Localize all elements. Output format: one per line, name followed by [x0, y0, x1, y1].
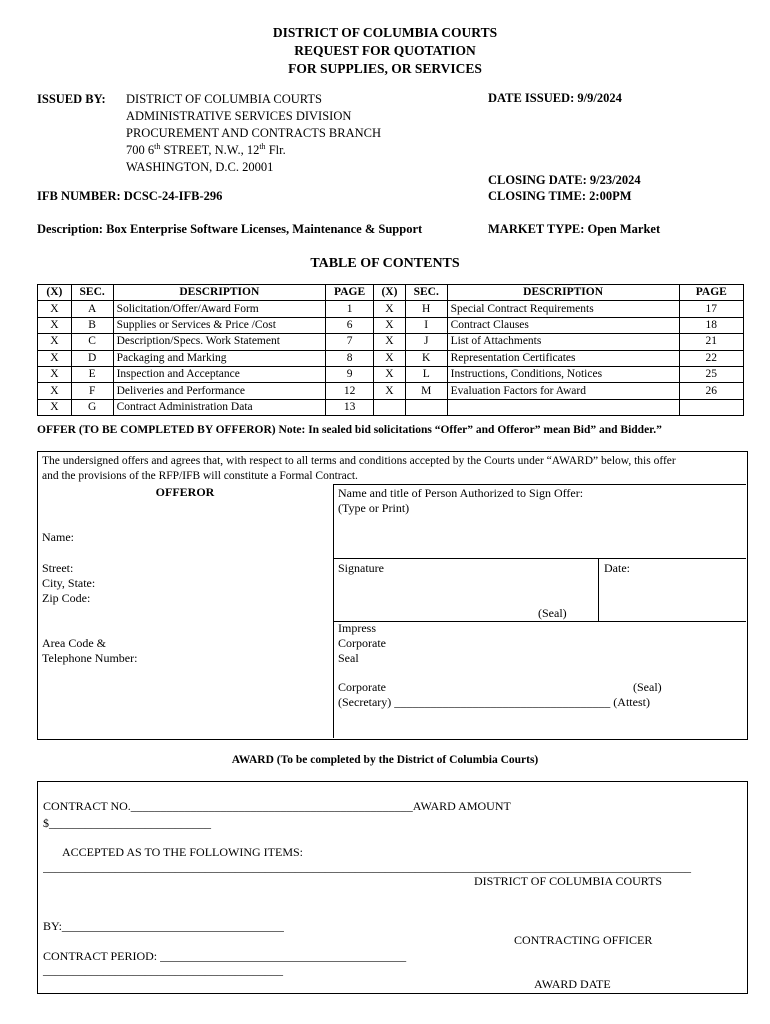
toc-cell: Supplies or Services & Price /Cost — [113, 317, 326, 333]
toc-cell: X — [374, 301, 406, 317]
toc-header-cell: PAGE — [326, 285, 374, 301]
issuer-line-3: PROCUREMENT AND CONTRACTS BRANCH — [126, 126, 382, 140]
city-label: City, State: — [42, 576, 96, 590]
impress-line-1: Impress — [338, 621, 376, 635]
offer-intro-line-2: and the provisions of the RFP/IFB will constitute a Formal Contract. — [42, 470, 358, 482]
toc-cell: 13 — [326, 399, 374, 415]
items-line: ____________________________________________________________________________________________________________ — [43, 860, 691, 874]
award-date-label: AWARD DATE — [534, 977, 611, 991]
corporate-label: Corporate — [338, 680, 386, 694]
toc-cell: 12 — [326, 383, 374, 399]
description: Description: Box Enterprise Software Licenses, Maintenance & Support — [37, 222, 423, 236]
toc-row — [38, 383, 744, 399]
toc-cell: J — [405, 334, 447, 350]
divider — [333, 621, 746, 622]
toc-cell: 6 — [326, 317, 374, 333]
toc-cell: Contract Administration Data — [113, 399, 326, 415]
issuer-line-2: ADMINISTRATIVE SERVICES DIVISION — [126, 109, 352, 123]
toc-cell: X — [374, 366, 406, 382]
toc-row — [38, 301, 744, 317]
toc-cell: 25 — [679, 366, 743, 382]
seal-label: (Seal) — [538, 606, 567, 620]
toc-cell: Deliveries and Performance — [113, 383, 326, 399]
contract-number-line: CONTRACT NO._______________________________________________AWARD AMOUNT — [43, 799, 511, 813]
award-amount-line: $___________________________ — [43, 816, 211, 830]
toc-cell — [405, 399, 447, 415]
toc-cell: Special Contract Requirements — [447, 301, 679, 317]
issued-by-label: ISSUED BY: — [37, 92, 106, 106]
issuer-city: WASHINGTON, D.C. 20001 — [126, 160, 274, 174]
signature-label: Signature — [338, 561, 384, 575]
closing-time: CLOSING TIME: 2:00PM — [488, 189, 632, 203]
issuer-street: 700 6th STREET, N.W., 12th Flr. — [126, 141, 286, 157]
offer-intro-line-1: The undersigned offers and agrees that, with respect to all terms and conditions accepted by the Courts under “AWARD” below, this offer — [42, 455, 676, 467]
issuer-block — [126, 91, 381, 176]
divider — [598, 558, 599, 621]
toc-cell: D — [71, 350, 113, 366]
toc-cell: E — [71, 366, 113, 382]
toc-cell: X — [38, 317, 72, 333]
toc-cell: G — [71, 399, 113, 415]
by-line: BY:_____________________________________ — [43, 919, 284, 933]
toc-table — [37, 284, 744, 416]
authorized-line-1: Name and title of Person Authorized to Sign Offer: — [338, 486, 584, 500]
toc-cell: 7 — [326, 334, 374, 350]
toc-header-cell: DESCRIPTION — [447, 285, 679, 301]
corporate-seal-label: (Seal) — [633, 680, 662, 694]
toc-cell: Packaging and Marking — [113, 350, 326, 366]
toc-cell: Description/Specs. Work Statement — [113, 334, 326, 350]
toc-cell: X — [38, 366, 72, 382]
toc-header-cell: (X) — [374, 285, 406, 301]
toc-row — [38, 334, 744, 350]
toc-cell: Representation Certificates — [447, 350, 679, 366]
toc-cell: L — [405, 366, 447, 382]
secretary-line: (Secretary) ____________________________________ (Attest) — [338, 695, 650, 709]
telephone-label: Telephone Number: — [42, 651, 138, 665]
street-label: Street: — [42, 561, 74, 575]
date-label: Date: — [604, 561, 630, 575]
divider — [333, 558, 746, 559]
toc-cell: X — [374, 334, 406, 350]
toc-cell: Evaluation Factors for Award — [447, 383, 679, 399]
toc-cell: X — [38, 383, 72, 399]
toc-cell — [679, 399, 743, 415]
toc-row — [38, 350, 744, 366]
toc-cell: 18 — [679, 317, 743, 333]
contract-period-line: CONTRACT PERIOD: _________________________________________ — [43, 949, 407, 963]
toc-cell: List of Attachments — [447, 334, 679, 350]
toc-cell: I — [405, 317, 447, 333]
header-line-1: DISTRICT OF COLUMBIA COURTS — [272, 25, 498, 40]
toc-cell: A — [71, 301, 113, 317]
award-heading: AWARD (To be completed by the District of Columbia Courts) — [231, 754, 539, 766]
toc-cell: X — [374, 383, 406, 399]
offer-heading: OFFER (TO BE COMPLETED BY OFFEROR) Note: In sealed bid solicitations “Offer” and Offeror” mean Bid” and Bidder.” — [37, 424, 662, 436]
telephone-labels — [42, 636, 137, 666]
toc-cell: X — [374, 350, 406, 366]
contracting-officer-label: CONTRACTING OFFICER — [514, 933, 653, 947]
toc-row — [38, 317, 744, 333]
authorized-line-2: (Type or Print) — [338, 501, 410, 515]
toc-cell: H — [405, 301, 447, 317]
toc-cell: 17 — [679, 301, 743, 317]
toc-cell: 1 — [326, 301, 374, 317]
divider — [333, 484, 746, 485]
toc-row — [38, 366, 744, 382]
toc-cell: X — [374, 317, 406, 333]
toc-cell: M — [405, 383, 447, 399]
toc-cell: B — [71, 317, 113, 333]
closing-date: CLOSING DATE: 9/23/2024 — [488, 173, 641, 187]
toc-header-cell: DESCRIPTION — [113, 285, 326, 301]
impress-line-3: Seal — [338, 651, 359, 665]
name-label: Name: — [42, 530, 74, 544]
toc-cell: 8 — [326, 350, 374, 366]
area-code-label: Area Code & — [42, 636, 106, 650]
toc-cell: X — [38, 301, 72, 317]
toc-cell: Instructions, Conditions, Notices — [447, 366, 679, 382]
toc-cell: F — [71, 383, 113, 399]
impress-seal — [338, 621, 386, 666]
toc-header-cell: SEC. — [405, 285, 447, 301]
toc-cell: 26 — [679, 383, 743, 399]
toc-cell: X — [38, 350, 72, 366]
market-type: MARKET TYPE: Open Market — [488, 222, 661, 236]
toc-title: TABLE OF CONTENTS — [310, 256, 460, 271]
date-issued: DATE ISSUED: 9/9/2024 — [488, 91, 622, 105]
accepted-items: ACCEPTED AS TO THE FOLLOWING ITEMS: — [62, 845, 304, 859]
toc-cell: Contract Clauses — [447, 317, 679, 333]
toc-cell: K — [405, 350, 447, 366]
authorized-signer — [338, 486, 583, 516]
toc-cell: Solicitation/Offer/Award Form — [113, 301, 326, 317]
toc-header-cell: (X) — [38, 285, 72, 301]
toc-cell: X — [38, 334, 72, 350]
toc-cell — [447, 399, 679, 415]
toc-cell: 9 — [326, 366, 374, 382]
issuer-line-1: DISTRICT OF COLUMBIA COURTS — [126, 92, 322, 106]
header-line-3: FOR SUPPLIES, OR SERVICES — [288, 61, 482, 76]
toc-row — [38, 399, 744, 415]
toc-cell: 21 — [679, 334, 743, 350]
toc-cell: X — [38, 399, 72, 415]
dc-courts-label: DISTRICT OF COLUMBIA COURTS — [474, 874, 663, 888]
toc-cell: 22 — [679, 350, 743, 366]
header-line-2: REQUEST FOR QUOTATION — [294, 43, 476, 58]
ifb-number: IFB NUMBER: DCSC-24-IFB-296 — [37, 189, 223, 203]
offeror-label: OFFEROR — [155, 485, 215, 499]
zip-label: Zip Code: — [42, 591, 91, 605]
contract-period-line-2: ________________________________________ — [43, 963, 283, 977]
address-labels — [42, 561, 95, 606]
toc-header-row — [38, 285, 744, 301]
toc-header-cell: SEC. — [71, 285, 113, 301]
toc-cell — [374, 399, 406, 415]
toc-body — [38, 301, 744, 416]
offer-intro — [42, 454, 747, 484]
toc-cell: Inspection and Acceptance — [113, 366, 326, 382]
impress-line-2: Corporate — [338, 636, 386, 650]
toc-cell: C — [71, 334, 113, 350]
divider — [333, 484, 334, 738]
toc-header-cell: PAGE — [679, 285, 743, 301]
